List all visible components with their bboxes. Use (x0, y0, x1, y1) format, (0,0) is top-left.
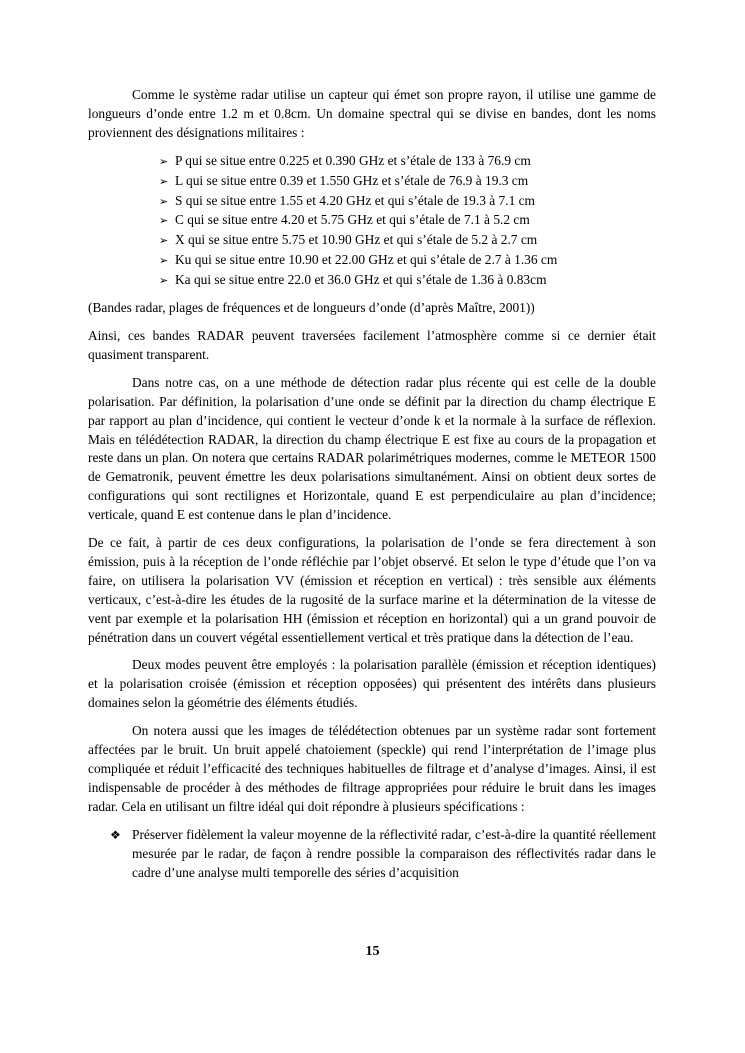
list-item: ➢ L qui se situe entre 0.39 et 1.550 GHz et s’étale de 76.9 à 19.3 cm (159, 172, 656, 192)
diamond-bullet-icon: ❖ (110, 827, 121, 842)
arrow-bullet-icon: ➢ (159, 215, 169, 228)
paragraph-configurations: De ce fait, à partir de ces deux configurations, la polarisation de l’onde se fera directement à son émission, puis à la réception de l’onde réfléchie par l’objet observé. Et selon le type d’étude que l’on va faire, on utilisera la polarisation VV (émission et réception en vertical) : très sensible aux éléments verticaux, c’est-à-dire les études de la rugosité de la surface marine et la détermination de la vitesse de vent par exemple et la polarisation HH (émission et réception en horizontal) qui a un grand pouvoir de pénétration dans un couvert végétal essentiellement vertical et très pratique dans la détection de l’eau. (88, 535, 656, 645)
paragraph-modes: Deux modes peuvent être employés : la polarisation parallèle (émission et réception identiques) et la polarisation croisée (émission et réception opposées) qui présentent des intérêts dans plusieurs domaines selon la géométrie des éléments étudiés. (88, 657, 656, 711)
paragraph-atmosphere: Ainsi, ces bandes RADAR peuvent traversées facilement l’atmosphère comme si ce dernier était quasiment transparent. (88, 327, 656, 362)
paragraph-double-polarisation: Dans notre cas, on a une méthode de détection radar plus récente qui est celle de la double polarisation. Par définition, la polarisation d’une onde se définit par la direction du champ électrique E par rapport au plan d’incidence, qui contient le vecteur d’onde k et la normale à la surface de réflexion. Mais en télédétection RADAR, la direction du champ électrique E est fixe au cours de la propagation et reste dans un plan. On notera que certains RADAR polarimétriques modernes, comme le METEOR 1500 de Gematronik, peuvent émettre les deux polarisations simultanément. Ainsi on obtient deux sortes de configurations qui sont rectilignes et Horizontale, quand E est perpendiculaire au plan d’incidence; verticale, quand E est contenue dans le plan d’incidence. (88, 374, 656, 523)
list-item: ➢ S qui se situe entre 1.55 et 4.20 GHz et qui s’étale de 19.3 à 7.1 cm (159, 192, 656, 212)
arrow-bullet-icon: ➢ (159, 275, 169, 288)
arrow-bullet-icon: ➢ (159, 235, 169, 248)
list-item: ➢ P qui se situe entre 0.225 et 0.390 GHz et s’étale de 133 à 76.9 cm (159, 152, 656, 172)
list-item: ➢ Ka qui se situe entre 22.0 et 36.0 GHz et qui s’étale de 1.36 à 0.83cm (159, 271, 656, 291)
filter-specifications-list (88, 826, 656, 883)
arrow-bullet-icon: ➢ (159, 155, 169, 168)
list-item: ➢ X qui se situe entre 5.75 et 10.90 GHz et qui s’étale de 5.2 à 2.7 cm (159, 231, 656, 251)
paragraph-speckle: On notera aussi que les images de télédétection obtenues par un système radar sont fortement affectées par le bruit. Un bruit appelé chatoiement (speckle) qui rend l’interprétation de l’image plus compliquée et réduit l’efficacité des techniques habituelles de filtrage et d’analyse d’images. Ainsi, il est indispensable de procéder à des méthodes de filtrage appropriées pour réduire le bruit dans les images radar. Cela en utilisant un filtre idéal qui doit répondre à plusieurs spécifications : (88, 723, 656, 814)
list-item: ❖ Préserver fidèlement la valeur moyenne de la réflectivité radar, c’est-à-dire la quantité réellement mesurée par le radar, de façon à rendre possible la comparaison des réflectivités radar dans le cadre d’une analyse multi temporelle des séries d’acquisition (110, 826, 656, 880)
list-item: ➢ Ku qui se situe entre 10.90 et 22.00 GHz et qui s’étale de 2.7 à 1.36 cm (159, 251, 656, 271)
paragraph-radar-intro: Comme le système radar utilise un capteur qui émet son propre rayon, il utilise une gamme de longueurs d’onde entre 1.2 m et 0.8cm. Un domaine spectral qui se divise en bandes, dont les noms proviennent des désignations militaires : (88, 87, 656, 140)
document-page (88, 86, 656, 882)
arrow-bullet-icon: ➢ (159, 175, 169, 188)
radar-bands-list (88, 152, 656, 291)
page-number: 15 (365, 944, 380, 959)
arrow-bullet-icon: ➢ (159, 255, 169, 268)
bands-caption: (Bandes radar, plages de fréquences et de longueurs d’onde (d’après Maître, 2001)) (88, 300, 535, 316)
arrow-bullet-icon: ➢ (159, 195, 169, 208)
list-item: ➢ C qui se situe entre 4.20 et 5.75 GHz et qui s’étale de 7.1 à 5.2 cm (159, 211, 656, 231)
